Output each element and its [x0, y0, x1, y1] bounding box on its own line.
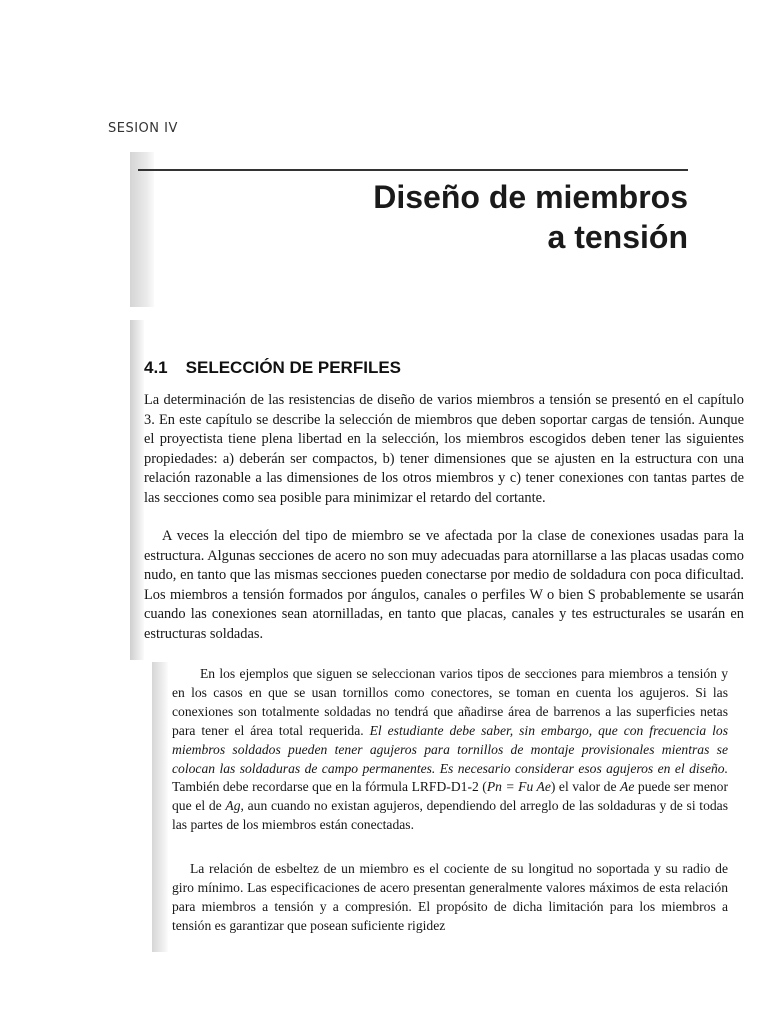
- paragraph-3-italic: El estudiante debe saber, sin embargo, que con frecuencia los miembros soldados pueden tener agujeros para tornillos de montaje provisionales mientras se colocan las soldaduras de campo permanentes. Es necesario considerar esos agujeros en el diseño.: [172, 722, 728, 776]
- session-label: SESION IV: [108, 121, 178, 136]
- paragraph-3-text-a: En los ejemplos que siguen se seleccionan varios tipos de secciones para miembros a tensión y en los casos en que se usan tornillos como conectores, se toman en cuenta los agujeros. Si las conexiones son totalmente soldadas no tendrá que añadirse área de barrenos a las superficies netas para tener el área total requerida.: [172, 666, 728, 738]
- examples-scan: [152, 662, 732, 952]
- paragraph-3-text-d: puede ser menor que el de: [172, 779, 728, 814]
- paragraph-3-text-e: , aun cuando no existan agujeros, dependiendo del arreglo de las soldaduras y de si todas las partes de los miembros están conectadas.: [172, 798, 728, 833]
- paragraph-2: A veces la elección del tipo de miembro se ve afectada por la clase de conexiones usadas para la estructura. Algunas secciones de acero no son muy adecuadas para atornillarse a las placas usadas como nudo, en tanto que las mismas secciones pueden conectarse por medio de soldadura con poca dificultad. Los miembros a tensión formados por ángulos, canales o perfiles W o bien S probablemente se usarán cuando las conexiones sean atornilladas, en tanto que placas, canales y tes estructurales se usarán en estructuras soldadas.: [144, 528, 744, 642]
- chapter-header-scan: [130, 152, 760, 307]
- section-heading: [144, 358, 401, 378]
- scan-shadow: [130, 320, 144, 660]
- symbol-ag: Ag: [225, 798, 241, 814]
- paragraph-3-text-c: ) el valor de: [550, 779, 621, 795]
- chapter-title-line-2: a tensión: [547, 219, 688, 255]
- section-title: SELECCIÓN DE PERFILES: [185, 358, 402, 377]
- formula-lrfd: Pn = Fu Ae: [486, 779, 551, 795]
- section-number: 4.1: [144, 358, 168, 377]
- scan-shadow: [152, 662, 168, 952]
- paragraph-3: [172, 665, 728, 835]
- paragraph-3-text-b: También debe recordarse que en la fórmula LRFD-D1-2 (: [172, 779, 487, 795]
- chapter-rule: [138, 169, 688, 171]
- symbol-ae: Ae: [620, 779, 635, 795]
- paragraph-4: La relación de esbeltez de un miembro es el cociente de su longitud no soportada y su radio de giro mínimo. Las especificaciones de acero presentan generalmente valores máximos de esta relación para miembros a tensión y a compresión. El propósito de dicha limitación para los miembros a tensión es garantizar que posean suficiente rigidez: [172, 861, 728, 933]
- chapter-title: [373, 177, 688, 257]
- paragraph-1: La determinación de las resistencias de diseño de varios miembros a tensión se presentó en el capítulo 3. En este capítulo se describe la selección de miembros que deben soportar cargas de tensión. Aunque el proyectista tiene plena libertad en la selección, los miembros escogidos deben tener las siguientes propiedades: a) deberán ser compactos, b) tener dimensiones que se ajusten en la estructura con una relación razonable a las dimensiones de los otros miembros y c) tener conexiones con tantas partes de las secciones como sea posible para minimizar el retardo del cortante.: [144, 392, 744, 506]
- chapter-title-line-1: Diseño de miembros: [373, 179, 688, 215]
- scan-shadow: [130, 152, 154, 307]
- section-scan: [130, 320, 760, 660]
